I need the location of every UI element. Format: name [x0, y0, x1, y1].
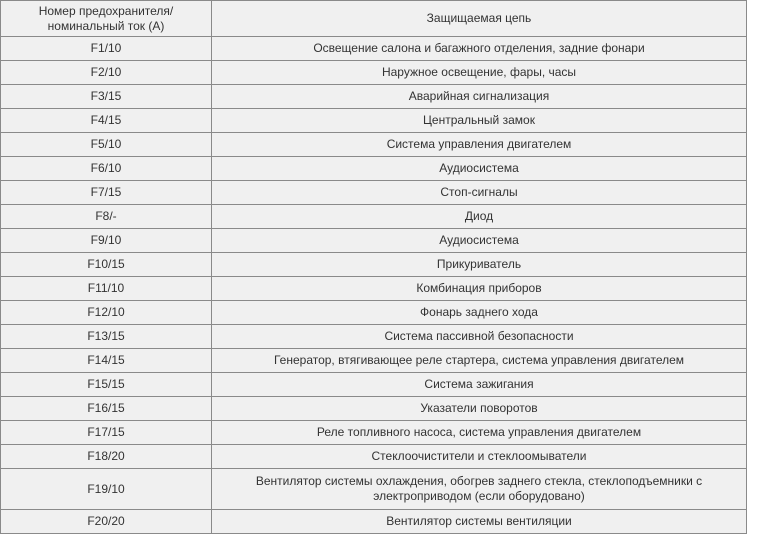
fuse-number-cell: F16/15 [1, 397, 212, 421]
table-row [1, 469, 747, 510]
protected-circuit-cell: Фонарь заднего хода [212, 301, 747, 325]
table-row [1, 421, 747, 445]
column-header-protected-circuit [212, 1, 747, 37]
table-row [1, 109, 747, 133]
table-row [1, 85, 747, 109]
protected-circuit-cell: Стоп-сигналы [212, 181, 747, 205]
fuse-number-cell: F10/15 [1, 253, 212, 277]
protected-circuit-cell: Аварийная сигнализация [212, 85, 747, 109]
protected-circuit-cell: Указатели поворотов [212, 397, 747, 421]
fuse-number-cell: F18/20 [1, 445, 212, 469]
protected-circuit-cell: Аудиосистема [212, 229, 747, 253]
table-row [1, 133, 747, 157]
protected-circuit-cell: Система пассивной безопасности [212, 325, 747, 349]
fuse-number-cell: F9/10 [1, 229, 212, 253]
table-row [1, 510, 747, 534]
table-row [1, 349, 747, 373]
fuse-number-cell: F3/15 [1, 85, 212, 109]
protected-circuit-cell: Система управления двигателем [212, 133, 747, 157]
protected-circuit-cell: Наружное освещение, фары, часы [212, 61, 747, 85]
fuse-number-cell: F7/15 [1, 181, 212, 205]
protected-circuit-cell: Диод [212, 205, 747, 229]
table-row [1, 205, 747, 229]
fuse-number-cell: F20/20 [1, 510, 212, 534]
table-header-row [1, 1, 747, 37]
table-row [1, 277, 747, 301]
protected-circuit-cell: Вентилятор системы охлаждения, обогрев заднего стекла, стеклоподъемники с электроприводом (если оборудовано) [212, 469, 747, 510]
fuse-number-cell: F17/15 [1, 421, 212, 445]
fuse-number-cell: F1/10 [1, 37, 212, 61]
fuse-number-cell: F12/10 [1, 301, 212, 325]
column-header-fuse-number-line-2: номинальный ток (А) [47, 18, 165, 33]
table-row [1, 157, 747, 181]
protected-circuit-cell: Комбинация приборов [212, 277, 747, 301]
fuse-number-cell: F11/10 [1, 277, 212, 301]
protected-circuit-cell: Вентилятор системы вентиляции [212, 510, 747, 534]
column-header-fuse-number-line-1: Номер предохранителя/ [38, 3, 174, 18]
protected-circuit-cell: Центральный замок [212, 109, 747, 133]
fuse-number-cell: F15/15 [1, 373, 212, 397]
table-row [1, 37, 747, 61]
fuse-number-cell: F8/- [1, 205, 212, 229]
table-row [1, 373, 747, 397]
fuse-number-cell: F6/10 [1, 157, 212, 181]
protected-circuit-cell: Аудиосистема [212, 157, 747, 181]
protected-circuit-cell: Генератор, втягивающее реле стартера, система управления двигателем [212, 349, 747, 373]
table-row [1, 61, 747, 85]
fuse-number-cell: F4/15 [1, 109, 212, 133]
protected-circuit-cell: Освещение салона и багажного отделения, задние фонари [212, 37, 747, 61]
fuse-number-cell: F14/15 [1, 349, 212, 373]
table-row [1, 253, 747, 277]
protected-circuit-cell: Реле топливного насоса, система управления двигателем [212, 421, 747, 445]
table-row [1, 325, 747, 349]
fuse-number-cell: F5/10 [1, 133, 212, 157]
protected-circuit-cell: Прикуриватель [212, 253, 747, 277]
fuse-number-cell: F2/10 [1, 61, 212, 85]
column-header-protected-circuit-line-1: Защищаемая цепь [426, 11, 532, 25]
table-row [1, 229, 747, 253]
table-row [1, 397, 747, 421]
table-row [1, 301, 747, 325]
column-header-fuse-number [1, 1, 212, 37]
fuse-number-cell: F19/10 [1, 469, 212, 510]
table-body [1, 37, 747, 534]
table-row [1, 445, 747, 469]
table-row [1, 181, 747, 205]
fuse-number-cell: F13/15 [1, 325, 212, 349]
protected-circuit-cell: Стеклоочистители и стеклоомыватели [212, 445, 747, 469]
table-header [1, 1, 747, 37]
protected-circuit-cell: Система зажигания [212, 373, 747, 397]
